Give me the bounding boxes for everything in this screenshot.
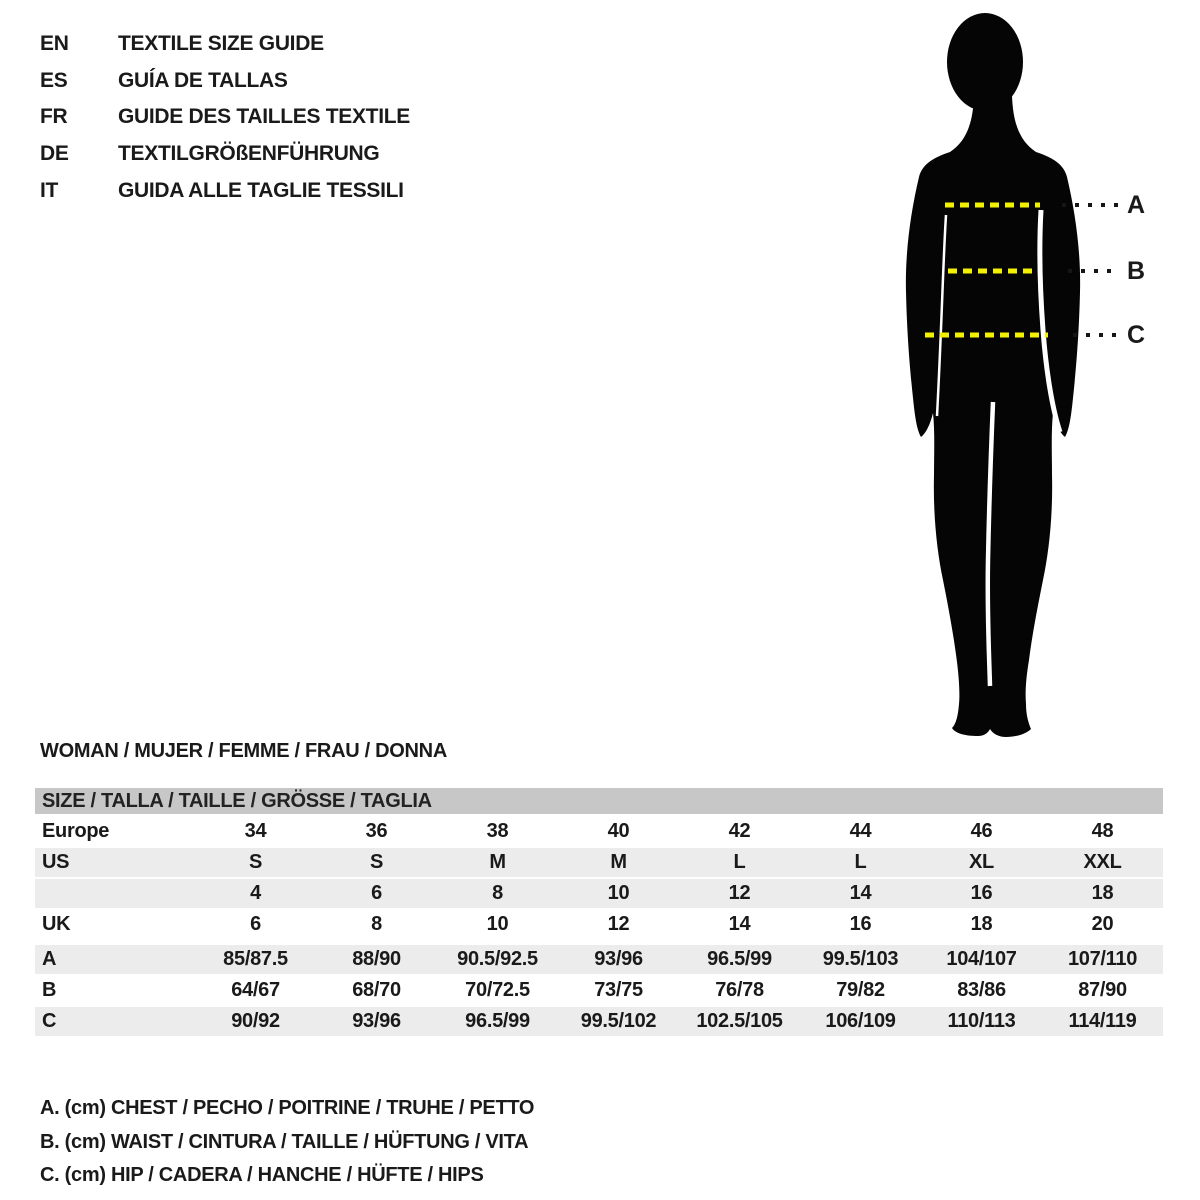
size-table-row-us bbox=[35, 848, 1163, 877]
size-row-label: Europe bbox=[42, 820, 110, 842]
language-row-es bbox=[40, 63, 410, 100]
size-table-body bbox=[35, 817, 1163, 1036]
size-table-row-europe bbox=[35, 817, 1163, 846]
gender-heading: WOMAN / MUJER / FEMME / FRAU / DONNA bbox=[40, 740, 447, 762]
size-cell: 99.5/103 bbox=[822, 948, 899, 970]
size-cell: 10 bbox=[607, 882, 630, 904]
size-cell: 79/82 bbox=[836, 979, 885, 1001]
size-cell: 87/90 bbox=[1078, 979, 1127, 1001]
guide-title-fr: GUIDE DES TAILLES TEXTILE bbox=[118, 105, 410, 129]
guide-title-es: GUÍA DE TALLAS bbox=[118, 68, 288, 92]
language-code: FR bbox=[40, 105, 68, 129]
size-cell: 90/92 bbox=[231, 1010, 280, 1032]
size-table-header: SIZE / TALLA / TAILLE / GRÖSSE / TAGLIA bbox=[35, 788, 1163, 814]
size-row-label bbox=[35, 879, 195, 908]
size-table bbox=[35, 788, 1163, 1038]
size-table-row-b bbox=[35, 976, 1163, 1005]
language-code: DE bbox=[40, 142, 69, 166]
size-cell: 96.5/99 bbox=[707, 948, 772, 970]
language-code: ES bbox=[40, 68, 68, 92]
size-cell: 36 bbox=[365, 820, 388, 842]
size-cell: 106/109 bbox=[825, 1010, 896, 1032]
size-cell: 85/87.5 bbox=[223, 948, 288, 970]
size-cell: 6 bbox=[250, 913, 261, 935]
size-cell: 46 bbox=[970, 820, 993, 842]
marker-label-waist: B bbox=[1127, 257, 1146, 285]
language-row-en bbox=[40, 26, 410, 63]
guide-title-it: GUIDA ALLE TAGLIE TESSILI bbox=[118, 178, 404, 202]
size-cell: 102.5/105 bbox=[696, 1010, 783, 1032]
size-table-row-us-numeric bbox=[35, 879, 1163, 908]
marker-label-hip: C bbox=[1127, 321, 1146, 349]
size-cell: 14 bbox=[849, 882, 872, 904]
size-cell: 40 bbox=[607, 820, 630, 842]
size-cell: S bbox=[248, 851, 263, 873]
legend-chest: A. (cm) CHEST / PECHO / POITRINE / TRUHE / PETTO bbox=[40, 1097, 535, 1119]
size-cell: 48 bbox=[1091, 820, 1114, 842]
size-cell: 44 bbox=[849, 820, 872, 842]
size-cell: 83/86 bbox=[957, 979, 1006, 1001]
size-cell: 104/107 bbox=[946, 948, 1017, 970]
size-cell: 88/90 bbox=[352, 948, 401, 970]
size-cell: XXL bbox=[1083, 851, 1122, 873]
size-cell: 14 bbox=[728, 913, 751, 935]
size-cell: 4 bbox=[250, 882, 261, 904]
size-cell: 8 bbox=[492, 882, 503, 904]
size-cell: 114/119 bbox=[1068, 1010, 1137, 1032]
size-cell: L bbox=[733, 851, 746, 873]
measurement-figure bbox=[890, 0, 1130, 740]
size-cell: XL bbox=[969, 851, 994, 873]
size-cell: 96.5/99 bbox=[465, 1010, 530, 1032]
size-table-row-uk bbox=[35, 910, 1163, 939]
marker-label-chest: A bbox=[1127, 191, 1146, 219]
size-cell: 93/96 bbox=[594, 948, 643, 970]
size-cell: 38 bbox=[486, 820, 509, 842]
language-code: IT bbox=[40, 178, 59, 202]
size-cell: S bbox=[369, 851, 384, 873]
guide-title-en: TEXTILE SIZE GUIDE bbox=[118, 32, 324, 56]
size-cell: 73/75 bbox=[594, 979, 643, 1001]
size-cell: 99.5/102 bbox=[580, 1010, 657, 1032]
size-cell: 6 bbox=[371, 882, 382, 904]
size-cell: M bbox=[489, 851, 506, 873]
size-cell: 93/96 bbox=[352, 1010, 401, 1032]
legend-hip: C. (cm) HIP / CADERA / HANCHE / HÜFTE / HIPS bbox=[40, 1164, 484, 1186]
size-cell: 64/67 bbox=[231, 979, 280, 1001]
size-row-label: UK bbox=[42, 913, 71, 935]
size-cell: M bbox=[610, 851, 627, 873]
size-cell: 20 bbox=[1091, 913, 1114, 935]
size-cell: 12 bbox=[607, 913, 630, 935]
language-code: EN bbox=[40, 32, 69, 56]
size-cell: 42 bbox=[728, 820, 751, 842]
size-table-row-a bbox=[35, 945, 1163, 974]
size-cell: 76/78 bbox=[715, 979, 764, 1001]
size-row-label: A bbox=[42, 948, 57, 970]
language-row-de bbox=[40, 136, 410, 173]
size-cell: 70/72.5 bbox=[465, 979, 530, 1001]
language-row-it bbox=[40, 172, 410, 209]
size-row-label: C bbox=[42, 1010, 57, 1032]
guide-title-de: TEXTILGRÖßENFÜHRUNG bbox=[118, 142, 380, 166]
size-cell: 16 bbox=[970, 882, 993, 904]
measurement-legend bbox=[40, 1092, 534, 1193]
size-cell: 107/110 bbox=[1067, 948, 1138, 970]
size-cell: 12 bbox=[728, 882, 751, 904]
language-row-fr bbox=[40, 99, 410, 136]
size-cell: 110/113 bbox=[947, 1010, 1016, 1032]
size-table-row-c bbox=[35, 1007, 1163, 1036]
legend-waist: B. (cm) WAIST / CINTURA / TAILLE / HÜFTUNG / VITA bbox=[40, 1130, 529, 1153]
language-title-block bbox=[40, 26, 410, 209]
size-cell: 18 bbox=[1091, 882, 1114, 904]
size-row-label: US bbox=[42, 851, 70, 873]
size-cell: 34 bbox=[244, 820, 267, 842]
size-cell: 68/70 bbox=[352, 979, 401, 1001]
size-row-label: B bbox=[42, 979, 57, 1001]
size-cell: 18 bbox=[970, 913, 993, 935]
size-cell: 10 bbox=[486, 913, 509, 935]
size-cell: 16 bbox=[849, 913, 872, 935]
size-cell: 8 bbox=[371, 913, 382, 935]
size-cell: L bbox=[854, 851, 867, 873]
size-cell: 90.5/92.5 bbox=[457, 948, 538, 970]
